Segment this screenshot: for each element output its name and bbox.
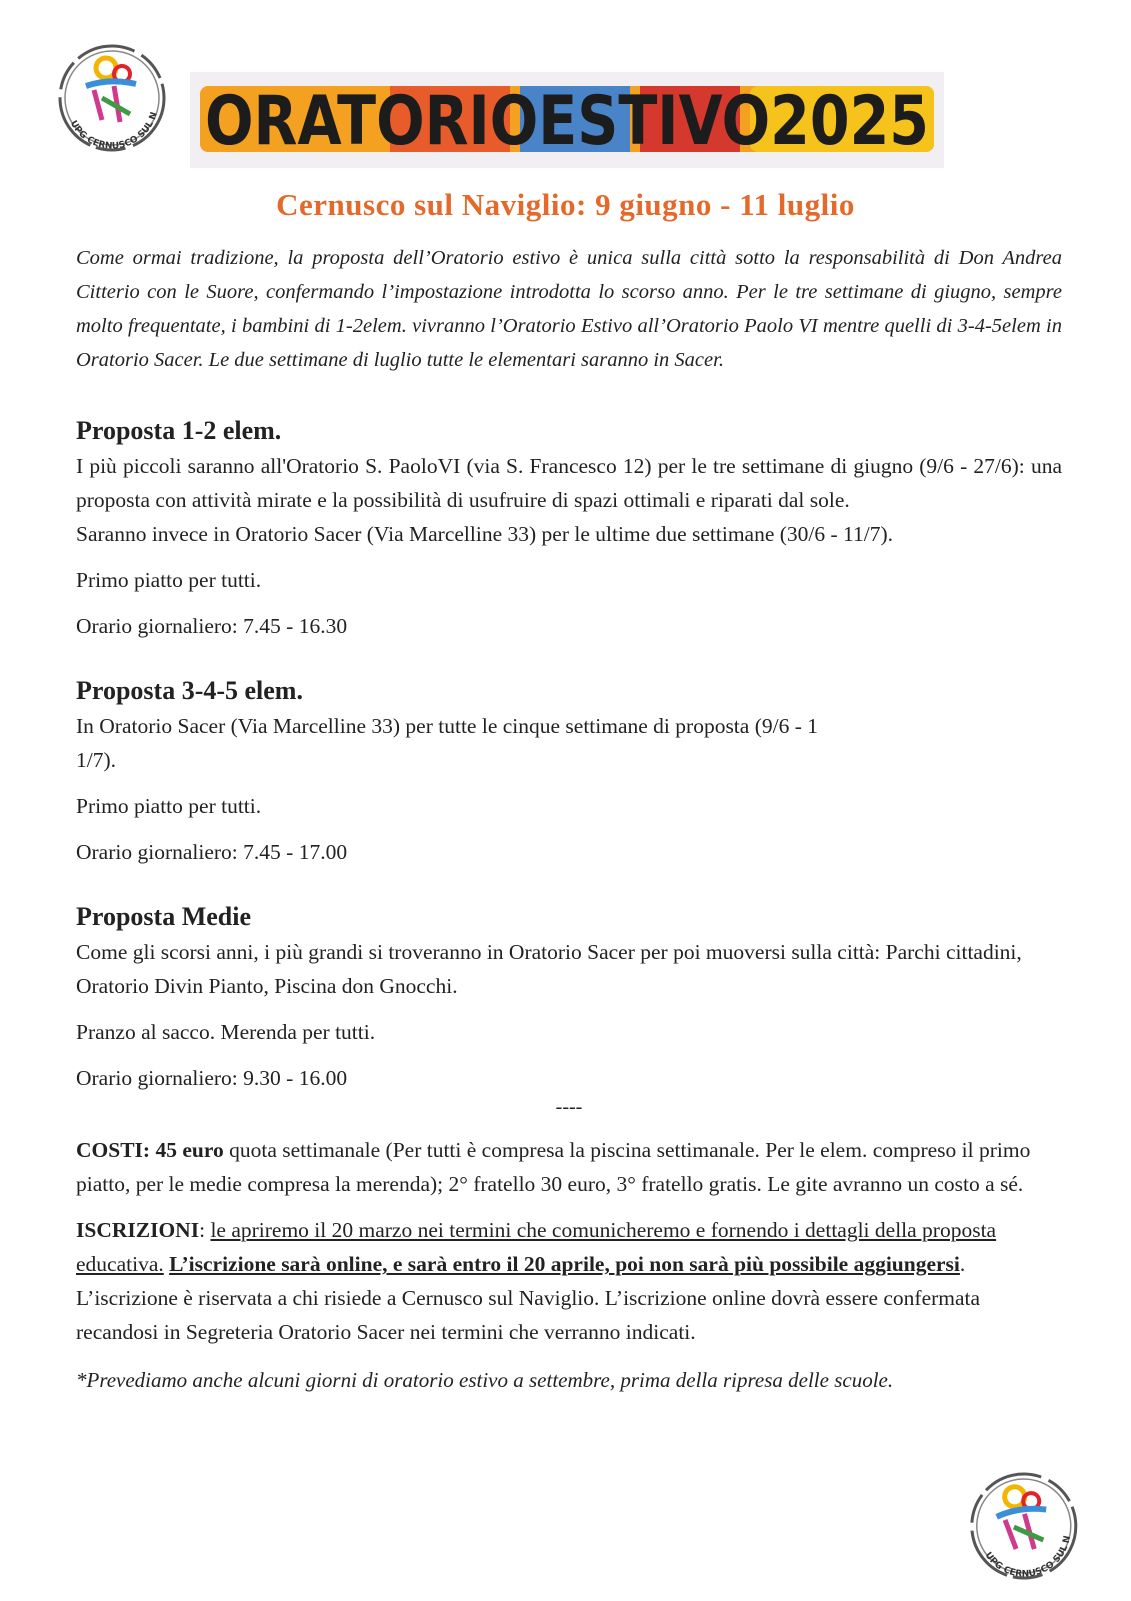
costs-amount: 45 euro [155,1138,224,1162]
intro-paragraph: Come ormai tradizione, la proposta dell’Oratorio estivo è unica sulla città sotto la responsabilità di Don Andrea Citterio con le Suore, confermando l’impostazione introdotta lo scorso anno. Per le tre settimane di giugno, sempre molto frequentate, i bambini di 1-2elem. vivranno l’Oratorio Estivo all’Oratorio Paolo VI mentre quelli di 3-4-5elem in Oratorio Sacer. Le due settimane di luglio tutte le elementari saranno in Sacer. [76,247,1062,371]
section-3-4-5-elem [76,673,1062,869]
registration-colon: : [199,1218,211,1242]
section-paragraph: I più piccoli saranno all'Oratorio S. PaoloVI (via S. Francesco 12) per le tre settimane di giugno (9/6 - 27/6): una proposta con attività mirate e la possibilità di usufruire di spazi ottimali e riparati dal sole. [76,454,1062,512]
footnote: *Prevediamo anche alcuni giorni di oratorio estivo a settembre, prima della ripresa delle scuole. [76,1368,894,1392]
logo-text: UPG CERNUSCO SUL N [67,110,160,152]
costs-text: quota settimanale (Per tutti è compresa la piscina settimanale. Per le elem. compreso il primo piatto, per le medie compresa la merenda); 2° fratello 30 euro, 3° fratello gratis. Le gite avranno un costo a sé. [76,1138,1031,1196]
svg-text:UPG CERNUSCO SUL NAVIGLIO [956,1460,1077,1586]
logo-text: UPG CERNUSCO SUL NAVIGLIO [955,1465,1074,1580]
meal-info: Primo piatto per tutti. [76,568,262,592]
section-paragraph-continued: 1/7). [76,748,117,772]
divider: ---- [555,1096,583,1118]
hours-info: Orario giornaliero: 7.45 - 17.00 [76,840,348,864]
document-body [76,241,1062,1397]
registration-paragraph [76,1213,1062,1349]
costs-label: COSTI: [76,1138,151,1162]
registration-details: . L’iscrizione è riservata a chi risiede a Cernusco sul Naviglio. L’iscrizione online dovrà essere confermata recandosi in Segreteria Oratorio Sacer nei termini che verranno indicati. [76,1252,981,1344]
registration-deadline: L’iscrizione sarà online, e sarà entro il 20 aprile, poi non sarà più possibile aggiungersi [169,1252,960,1276]
section-1-2-elem [76,413,1062,643]
hours-info: Orario giornaliero: 9.30 - 16.00 [76,1066,348,1090]
section-title: Proposta Medie [76,902,251,931]
section-title: Proposta 1-2 elem. [76,416,282,445]
hours-info: Orario giornaliero: 7.45 - 16.30 [76,614,348,638]
section-paragraph: Come gli scorsi anni, i più grandi si troveranno in Oratorio Sacer per poi muoversi sulla città: Parchi cittadini, Oratorio Divin Pianto, Piscina don Gnocchi. [76,940,1022,998]
banner-text: ORATORIOESTIVO2025 [205,82,929,161]
section-paragraph: In Oratorio Sacer (Via Marcelline 33) per tutte le cinque settimane di proposta (9/6 - 1 [76,714,818,738]
meal-info: Primo piatto per tutti. [76,794,262,818]
section-medie [76,899,1062,1095]
registration-label: ISCRIZIONI [76,1218,200,1242]
meal-info: Pranzo al sacco. Merenda per tutti. [76,1020,376,1044]
section-title: Proposta 3-4-5 elem. [76,676,303,705]
registration-dates: le apriremo il 20 marzo nei termini che comunicheremo e fornendo i dettagli della proposta educativa. [76,1218,997,1276]
section-paragraph: Saranno invece in Oratorio Sacer (Via Marcelline 33) per le ultime due settimane (30/6 - 11/7). [76,522,894,546]
upg-logo [50,38,174,162]
title-banner [190,72,944,168]
upg-logo-bottom [956,1460,1092,1596]
page-subtitle: Cernusco sul Naviglio: 9 giugno - 11 luglio [276,187,855,222]
costs-paragraph [76,1133,1062,1201]
